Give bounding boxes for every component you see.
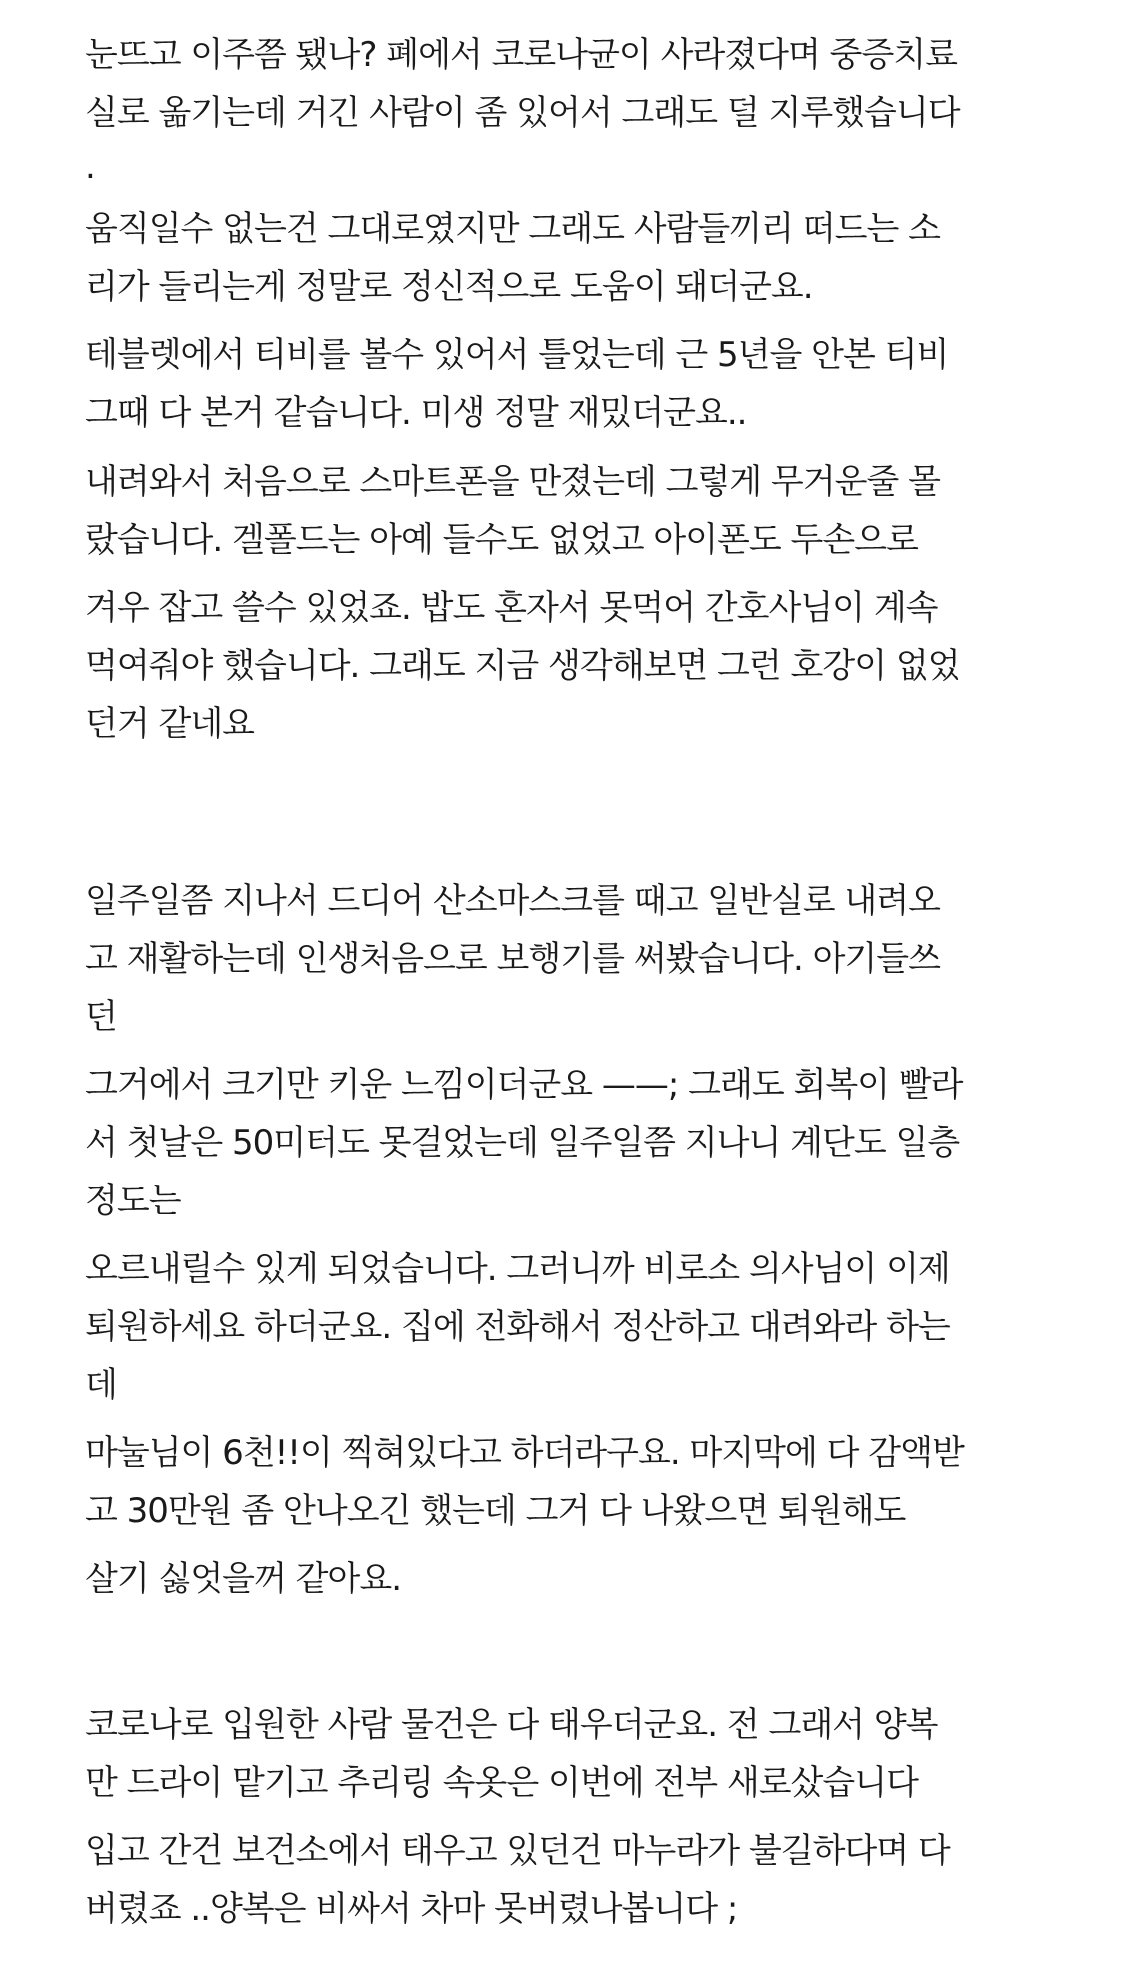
text-line: 내려와서 처음으로 스마트폰을 만졌는데 그렇게 무거운줄 몰 — [85, 462, 940, 502]
text-line: 퇴원하세요 하더군요. 집에 전화해서 정산하고 대려와라 하는 — [85, 1307, 950, 1347]
text-line: 눈뜨고 이주쯤 됐나? 폐에서 코로나균이 사라졌다며 중증치료 — [85, 35, 957, 75]
text-line: 테블렛에서 티비를 볼수 있어서 틀었는데 근 5년을 안본 티비 — [85, 335, 949, 375]
text-line: 살기 싫엇을꺼 같아요. — [85, 1559, 402, 1599]
text-line: 일주일쯤 지나서 드디어 산소마스크를 때고 일반실로 내려오 — [85, 881, 940, 921]
text-line: 마눌님이 6천!!이 찍혀있다고 하더라구요. 마지막에 다 감액받 — [85, 1433, 964, 1473]
text-line: 먹여줘야 했습니다. 그래도 지금 생각해보면 그런 호강이 없었 — [85, 646, 960, 686]
text-line: 던거 같네요 — [85, 704, 255, 744]
text-line: 버렸죠 ..양복은 비싸서 차마 못버렸나봅니다 ; — [85, 1889, 738, 1929]
text-line: 겨우 잡고 쓸수 있었죠. 밥도 혼자서 못먹어 간호사님이 계속 — [85, 588, 938, 628]
text-line: 데 — [85, 1365, 117, 1405]
text-line: 고 30만원 좀 안나오긴 했는데 그거 다 나왔으면 퇴원해도 — [85, 1491, 906, 1531]
text-line: 정도는 — [85, 1181, 181, 1221]
text-line: 랐습니다. 겔폴드는 아예 들수도 없었고 아이폰도 두손으로 — [85, 520, 918, 560]
text-line: 그때 다 본거 같습니다. 미생 정말 재밌더군요.. — [85, 393, 747, 433]
text-line: 움직일수 없는건 그대로였지만 그래도 사람들끼리 떠드는 소 — [85, 209, 940, 249]
text-line: 코로나로 입원한 사람 물건은 다 태우더군요. 전 그래서 양복 — [85, 1705, 938, 1745]
text-line: 서 첫날은 50미터도 못걸었는데 일주일쯤 지나니 계단도 일층 — [85, 1123, 960, 1163]
text-line: 던 — [85, 997, 117, 1037]
text-line: 리가 들리는게 정말로 정신적으로 도움이 돼더군요. — [85, 267, 813, 307]
text-line: 실로 옮기는데 거긴 사람이 좀 있어서 그래도 덜 지루했습니다 — [85, 93, 960, 133]
text-line: . — [85, 147, 95, 187]
text-line: 그거에서 크기만 키운 느낌이더군요 ——; 그래도 회복이 빨라 — [85, 1065, 963, 1105]
text-line: 오르내릴수 있게 되었습니다. 그러니까 비로소 의사님이 이제 — [85, 1249, 950, 1289]
text-line: 만 드라이 맡기고 추리링 속옷은 이번에 전부 새로샀습니다 — [85, 1763, 918, 1803]
text-line: 고 재활하는데 인생처음으로 보행기를 써봤습니다. 아기들쓰 — [85, 939, 940, 979]
text-line: 입고 간건 보건소에서 태우고 있던건 마누라가 불길하다며 다 — [85, 1831, 950, 1871]
